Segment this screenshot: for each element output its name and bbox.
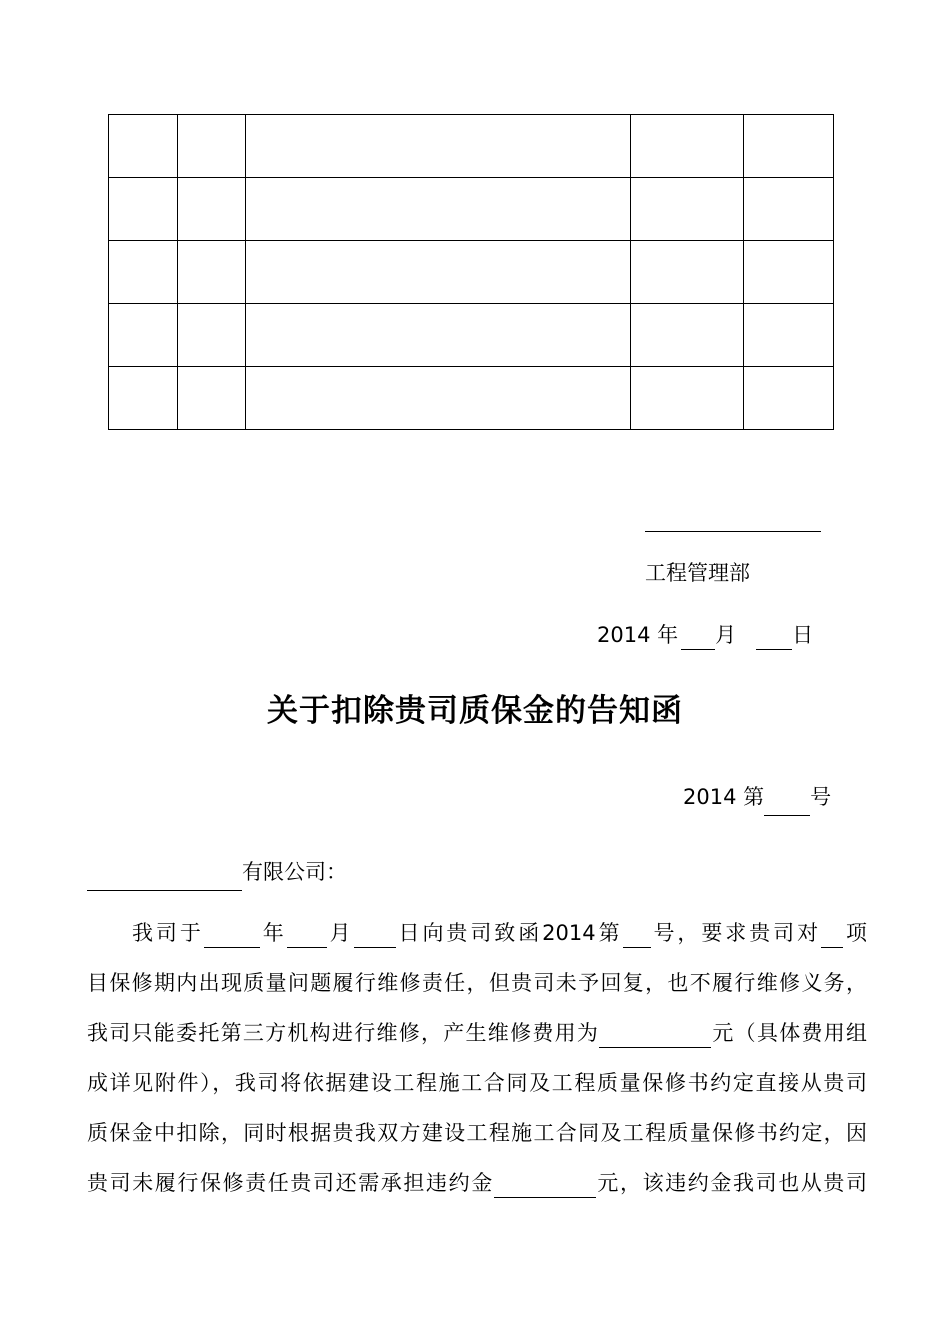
letter-body (87, 918, 867, 1218)
signature-line (645, 531, 821, 532)
project-blank (821, 925, 843, 948)
reference-suffix: 号 (810, 785, 832, 809)
table-row (109, 241, 834, 304)
date-month: 月 (715, 623, 737, 647)
body-line: 成详见附件），我司将依据建设工程施工合同及工程质量保修书约定直接从贵司 (87, 1071, 867, 1095)
month-blank (681, 627, 715, 650)
body-line: 贵司未履行保修责任贵司还需承担违约金 元，该违约金我司也从贵司 (87, 1168, 867, 1218)
body-line: 目保修期内出现质量问题履行维修责任，但贵司未予回复，也不履行维修义务， (87, 971, 867, 995)
table-row (109, 304, 834, 367)
letter-title: 关于扣除贵司质保金的告知函 (267, 693, 683, 729)
table-row (109, 115, 834, 178)
year-blank (204, 925, 260, 948)
addressee (87, 857, 347, 891)
reference-prefix: 2014 第 (683, 785, 765, 809)
date-year: 2014 年 (597, 623, 679, 647)
table-row (109, 367, 834, 430)
reference-blank (764, 793, 810, 816)
table-row (109, 178, 834, 241)
signature-date (597, 620, 813, 650)
day-blank (354, 925, 396, 948)
date-day: 日 (792, 623, 814, 647)
body-line: 我司只能委托第三方机构进行维修，产生维修费用为 元（具体费用组 (87, 1018, 867, 1068)
reference-number (683, 782, 831, 816)
number-blank (623, 925, 651, 948)
penalty-amount-blank (494, 1175, 596, 1198)
addressee-suffix: 有限公司： (242, 860, 347, 884)
body-line: 质保金中扣除，同时根据贵我双方建设工程施工合同及工程质量保修书约定，因 (87, 1121, 867, 1145)
day-blank (756, 627, 792, 650)
repair-cost-blank (599, 1025, 711, 1048)
month-blank (287, 925, 327, 948)
blank-table (108, 114, 834, 430)
company-name-blank (87, 868, 242, 891)
department-name: 工程管理部 (645, 561, 750, 585)
body-line: 我司于 年 月 日向贵司致函2014第 号，要求贵司对 项 (87, 918, 867, 968)
